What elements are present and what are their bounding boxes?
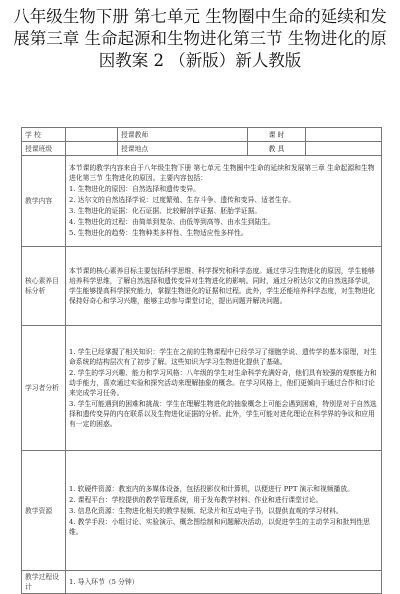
value-class — [66, 142, 118, 156]
document-title: 八年级生物下册 第七单元 生物圈中生命的延续和发展第三章 生命起源和生物进化第三节 生物进化的原因教案 2 （新版）新人教版 — [13, 7, 387, 70]
label-teacher: 授课教师 — [118, 128, 248, 142]
content-item: 3. 生物进化的证据：化石证据、比较解剖学证据、胚胎学证据。 — [69, 207, 262, 215]
label-analysis: 学习者分析 — [22, 326, 66, 451]
label-content: 教学内容 — [22, 156, 66, 247]
label-textbook: 教 具 — [248, 142, 306, 156]
table-row-class — [22, 142, 382, 156]
content-item: 1. 生物进化的原因：自然选择和遗传变异。 — [69, 185, 200, 193]
core-text — [66, 247, 382, 326]
label-resources: 教学资源 — [22, 451, 66, 571]
analysis-item: 2. 学生的学习兴趣、能力和学习风格：八年级的学生对生命科学充满好奇，他们具有较强的观察能力和动手能力，喜欢通过实验和探究活动来理解抽象的概念。在学习风格上，他们更倾向于通过合作和讨论来完成学习任务。 — [69, 368, 377, 397]
value-period — [306, 128, 382, 142]
analysis-item: 1. 学生已经掌握了相关知识：学生在之前的生物课程中已经学习了细胞学说、遗传学的基本原理，对生命系统的结构层次有了初步了解。这些知识为学习生物进化提供了基础。 — [69, 347, 377, 366]
resource-item: 3. 信息化资源：生物进化相关的教学视频、纪录片和互动电子书，以提供直观的学习材料。 — [69, 506, 343, 515]
analysis-text — [66, 326, 382, 451]
label-process: 教学过程设计 — [22, 571, 66, 594]
lesson-plan-table — [21, 127, 382, 594]
label-core: 核心素养目标分析 — [22, 247, 66, 326]
value-school — [66, 128, 118, 142]
core-paragraph: 本节课的核心素养目标主要包括科学思维、科学探究和科学态度。通过学习生物进化的原因，学生能够培养科学思维，了解自然选择和遗传变异对生物进化的影响。同时，通过分析达尔文的自然选择学说，学生能够提高科学探究能力，掌握生物进化的证据和过程。此外，学生还能培养科学态度，对生物进化保持好奇心和学习兴趣，能够主动参与课堂讨论，提出问题并解决问题。 — [69, 266, 375, 305]
analysis-item: 3. 学生可能遇到的困难和挑战：学生在理解生物进化的抽象概念上可能会遇到困难，特别是对于自然选择和遗传变异的内在联系以及生物进化证据的分析。此外，学生可能对进化理论在科学界的争议和应用有一定的困惑。 — [69, 399, 377, 428]
content-item: 2. 达尔文的自然选择学说：过度繁殖、生存斗争、遗传和变异、适者生存。 — [69, 196, 296, 204]
process-text — [66, 571, 382, 594]
resource-item: 2. 课程平台：学校提供的教学管理系统，用于发布教学材料、作业和进行课堂讨论。 — [69, 495, 323, 504]
process-item: 1. 导入环节（5 分钟） — [69, 577, 139, 586]
label-period: 课 时 — [248, 128, 306, 142]
table-row-analysis — [22, 326, 382, 451]
label-class: 授课班级 — [22, 142, 66, 156]
table-row-process — [22, 571, 382, 594]
content-item: 4. 生物进化的过程：由简单到复杂、由低等到高等、由水生到陆生。 — [69, 218, 275, 226]
table-row-school — [22, 128, 382, 142]
value-textbook — [306, 142, 382, 156]
table-row-resources — [22, 451, 382, 571]
resources-text — [66, 451, 382, 571]
label-school: 学 校 — [22, 128, 66, 142]
table-row-content — [22, 156, 382, 247]
resource-item: 4. 教学手段：小组讨论、实验演示、概念图绘制和问题解决活动，以促进学生的主动学习和批判性思维。 — [69, 517, 370, 536]
content-item: 5. 生物进化的趋势：生物种类多样性、生物适应性多样性。 — [69, 229, 248, 237]
content-text — [66, 156, 382, 247]
table-row-core — [22, 247, 382, 326]
resource-item: 1. 软硬件资源：教室内的多媒体设备，包括投影仪和计算机，以便进行 PPT 演示和视频播放。 — [69, 484, 354, 493]
content-intro: 本节课的教学内容来自于八年级生物下册 第七单元 生物圈中生命的延续和发展第三章 生命起源和生物进化第三节 生物进化的原因。主要内容包括： — [69, 164, 375, 182]
label-location: 授课地点 — [118, 142, 248, 156]
